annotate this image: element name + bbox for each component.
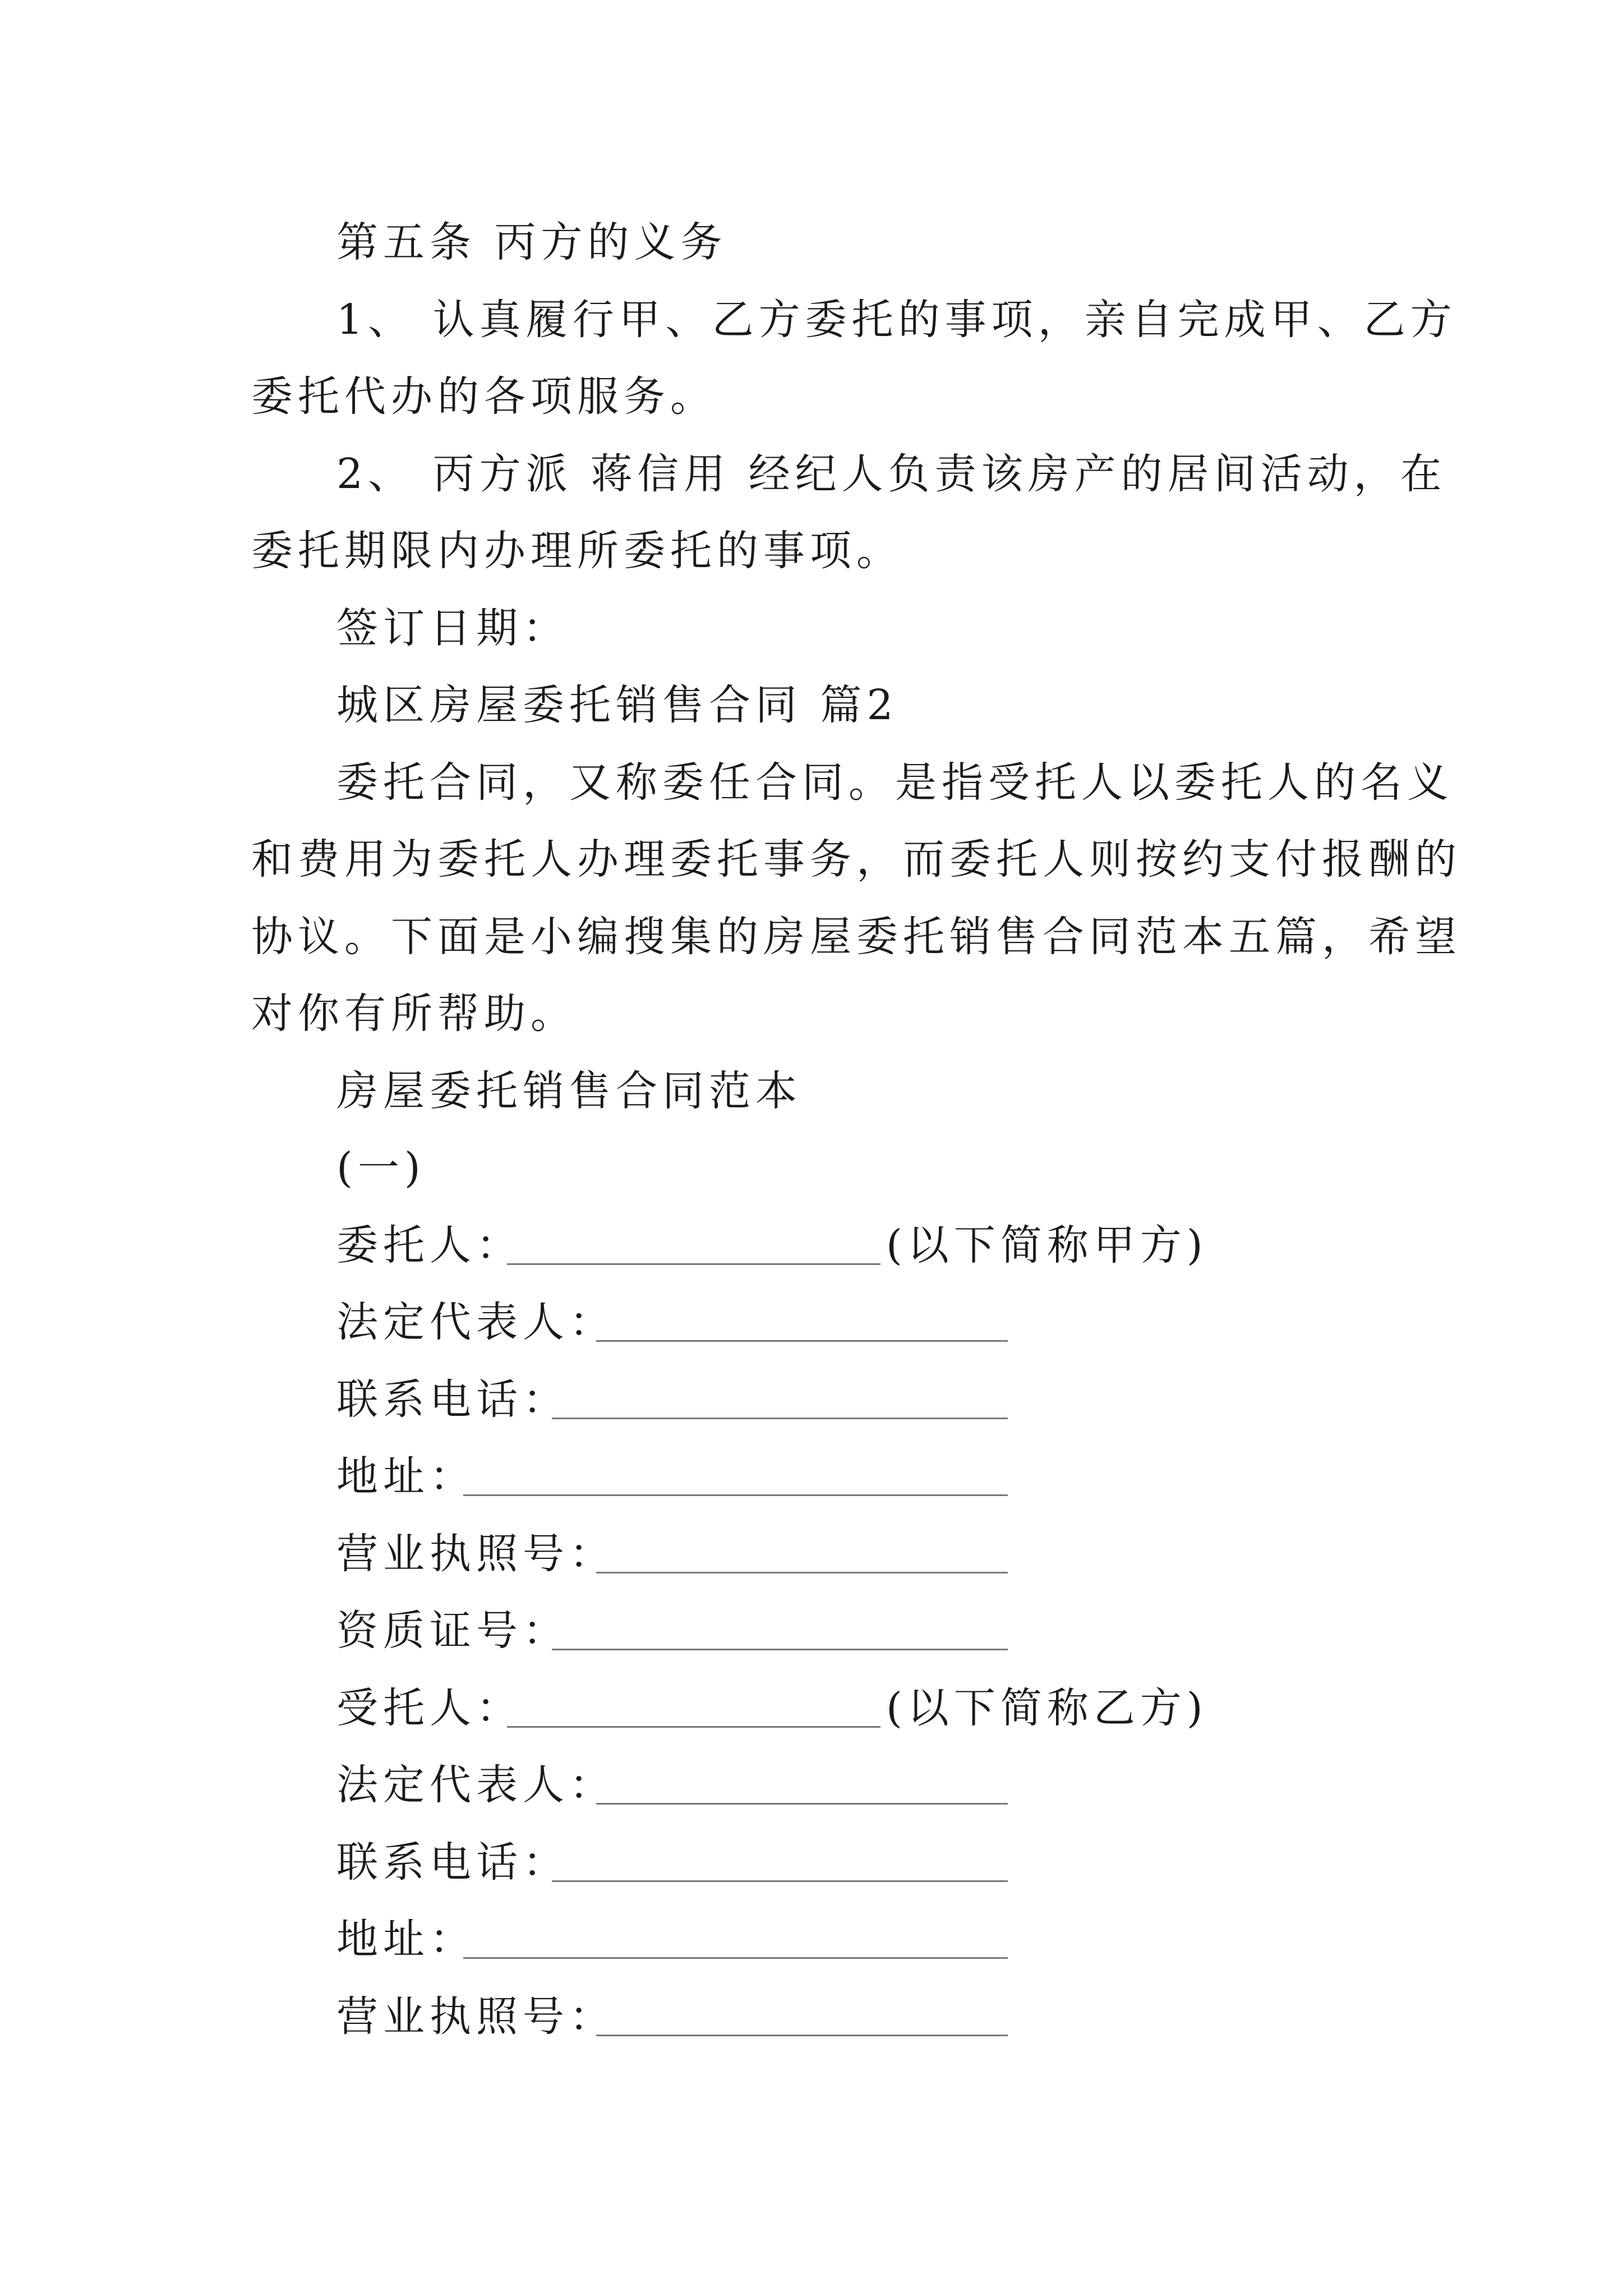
field-label: 地址： bbox=[336, 1452, 476, 1501]
signing-date-label: 签订日期： bbox=[336, 604, 569, 652]
blank-line bbox=[552, 1418, 1008, 1419]
field-label: 营业执照号： bbox=[336, 1993, 616, 2041]
article-heading: 第五条 丙方的义务 bbox=[336, 218, 727, 266]
field-label: 委托人： bbox=[336, 1221, 523, 1269]
blank-line bbox=[596, 1572, 1008, 1573]
paragraph-line: 和费用为委托人办理委托事务，而委托人则按约支付报酬的 bbox=[251, 835, 1461, 884]
paragraph-line: 2、 丙方派 蒋信用 经纪人负责该房产的居间活动，在 bbox=[336, 450, 1447, 498]
blank-line bbox=[596, 1803, 1008, 1805]
field-label: 资质证号： bbox=[336, 1607, 569, 1655]
paragraph-line: 1、 认真履行甲、乙方委托的事项，亲自完成甲、乙方 bbox=[336, 296, 1457, 344]
blank-line bbox=[552, 1880, 1008, 1882]
section-title: 城区房屋委托销售合同 篇2 bbox=[336, 681, 898, 729]
blank-line bbox=[552, 1649, 1008, 1650]
field-note: (以下简称乙方) bbox=[886, 1684, 1208, 1732]
blank-line bbox=[463, 1494, 1008, 1496]
template-number: (一) bbox=[336, 1144, 426, 1192]
field-label: 联系电话： bbox=[336, 1375, 569, 1424]
paragraph-line: 对你有所帮助。 bbox=[251, 990, 577, 1038]
field-label: 受托人： bbox=[336, 1684, 523, 1732]
paragraph-line: 委托期限内办理所委托的事项。 bbox=[251, 527, 903, 575]
blank-line bbox=[507, 1726, 880, 1728]
field-label: 营业执照号： bbox=[336, 1530, 616, 1578]
paragraph-line: 委托代办的各项服务。 bbox=[251, 372, 717, 421]
field-label: 联系电话： bbox=[336, 1838, 569, 1887]
field-label: 法定代表人： bbox=[336, 1298, 616, 1346]
blank-line bbox=[463, 1957, 1008, 1959]
field-note: (以下简称甲方) bbox=[886, 1221, 1208, 1269]
paragraph-line: 协议。下面是小编搜集的房屋委托销售合同范本五篇，希望 bbox=[251, 913, 1461, 961]
field-label: 法定代表人： bbox=[336, 1761, 616, 1809]
blank-line bbox=[596, 1340, 1008, 1342]
field-label: 地址： bbox=[336, 1915, 476, 1963]
template-title: 房屋委托销售合同范本 bbox=[336, 1067, 802, 1115]
blank-line bbox=[596, 2035, 1008, 2036]
paragraph-line: 委托合同，又称委任合同。是指受托人以委托人的名义 bbox=[336, 758, 1454, 807]
blank-line bbox=[507, 1263, 880, 1265]
